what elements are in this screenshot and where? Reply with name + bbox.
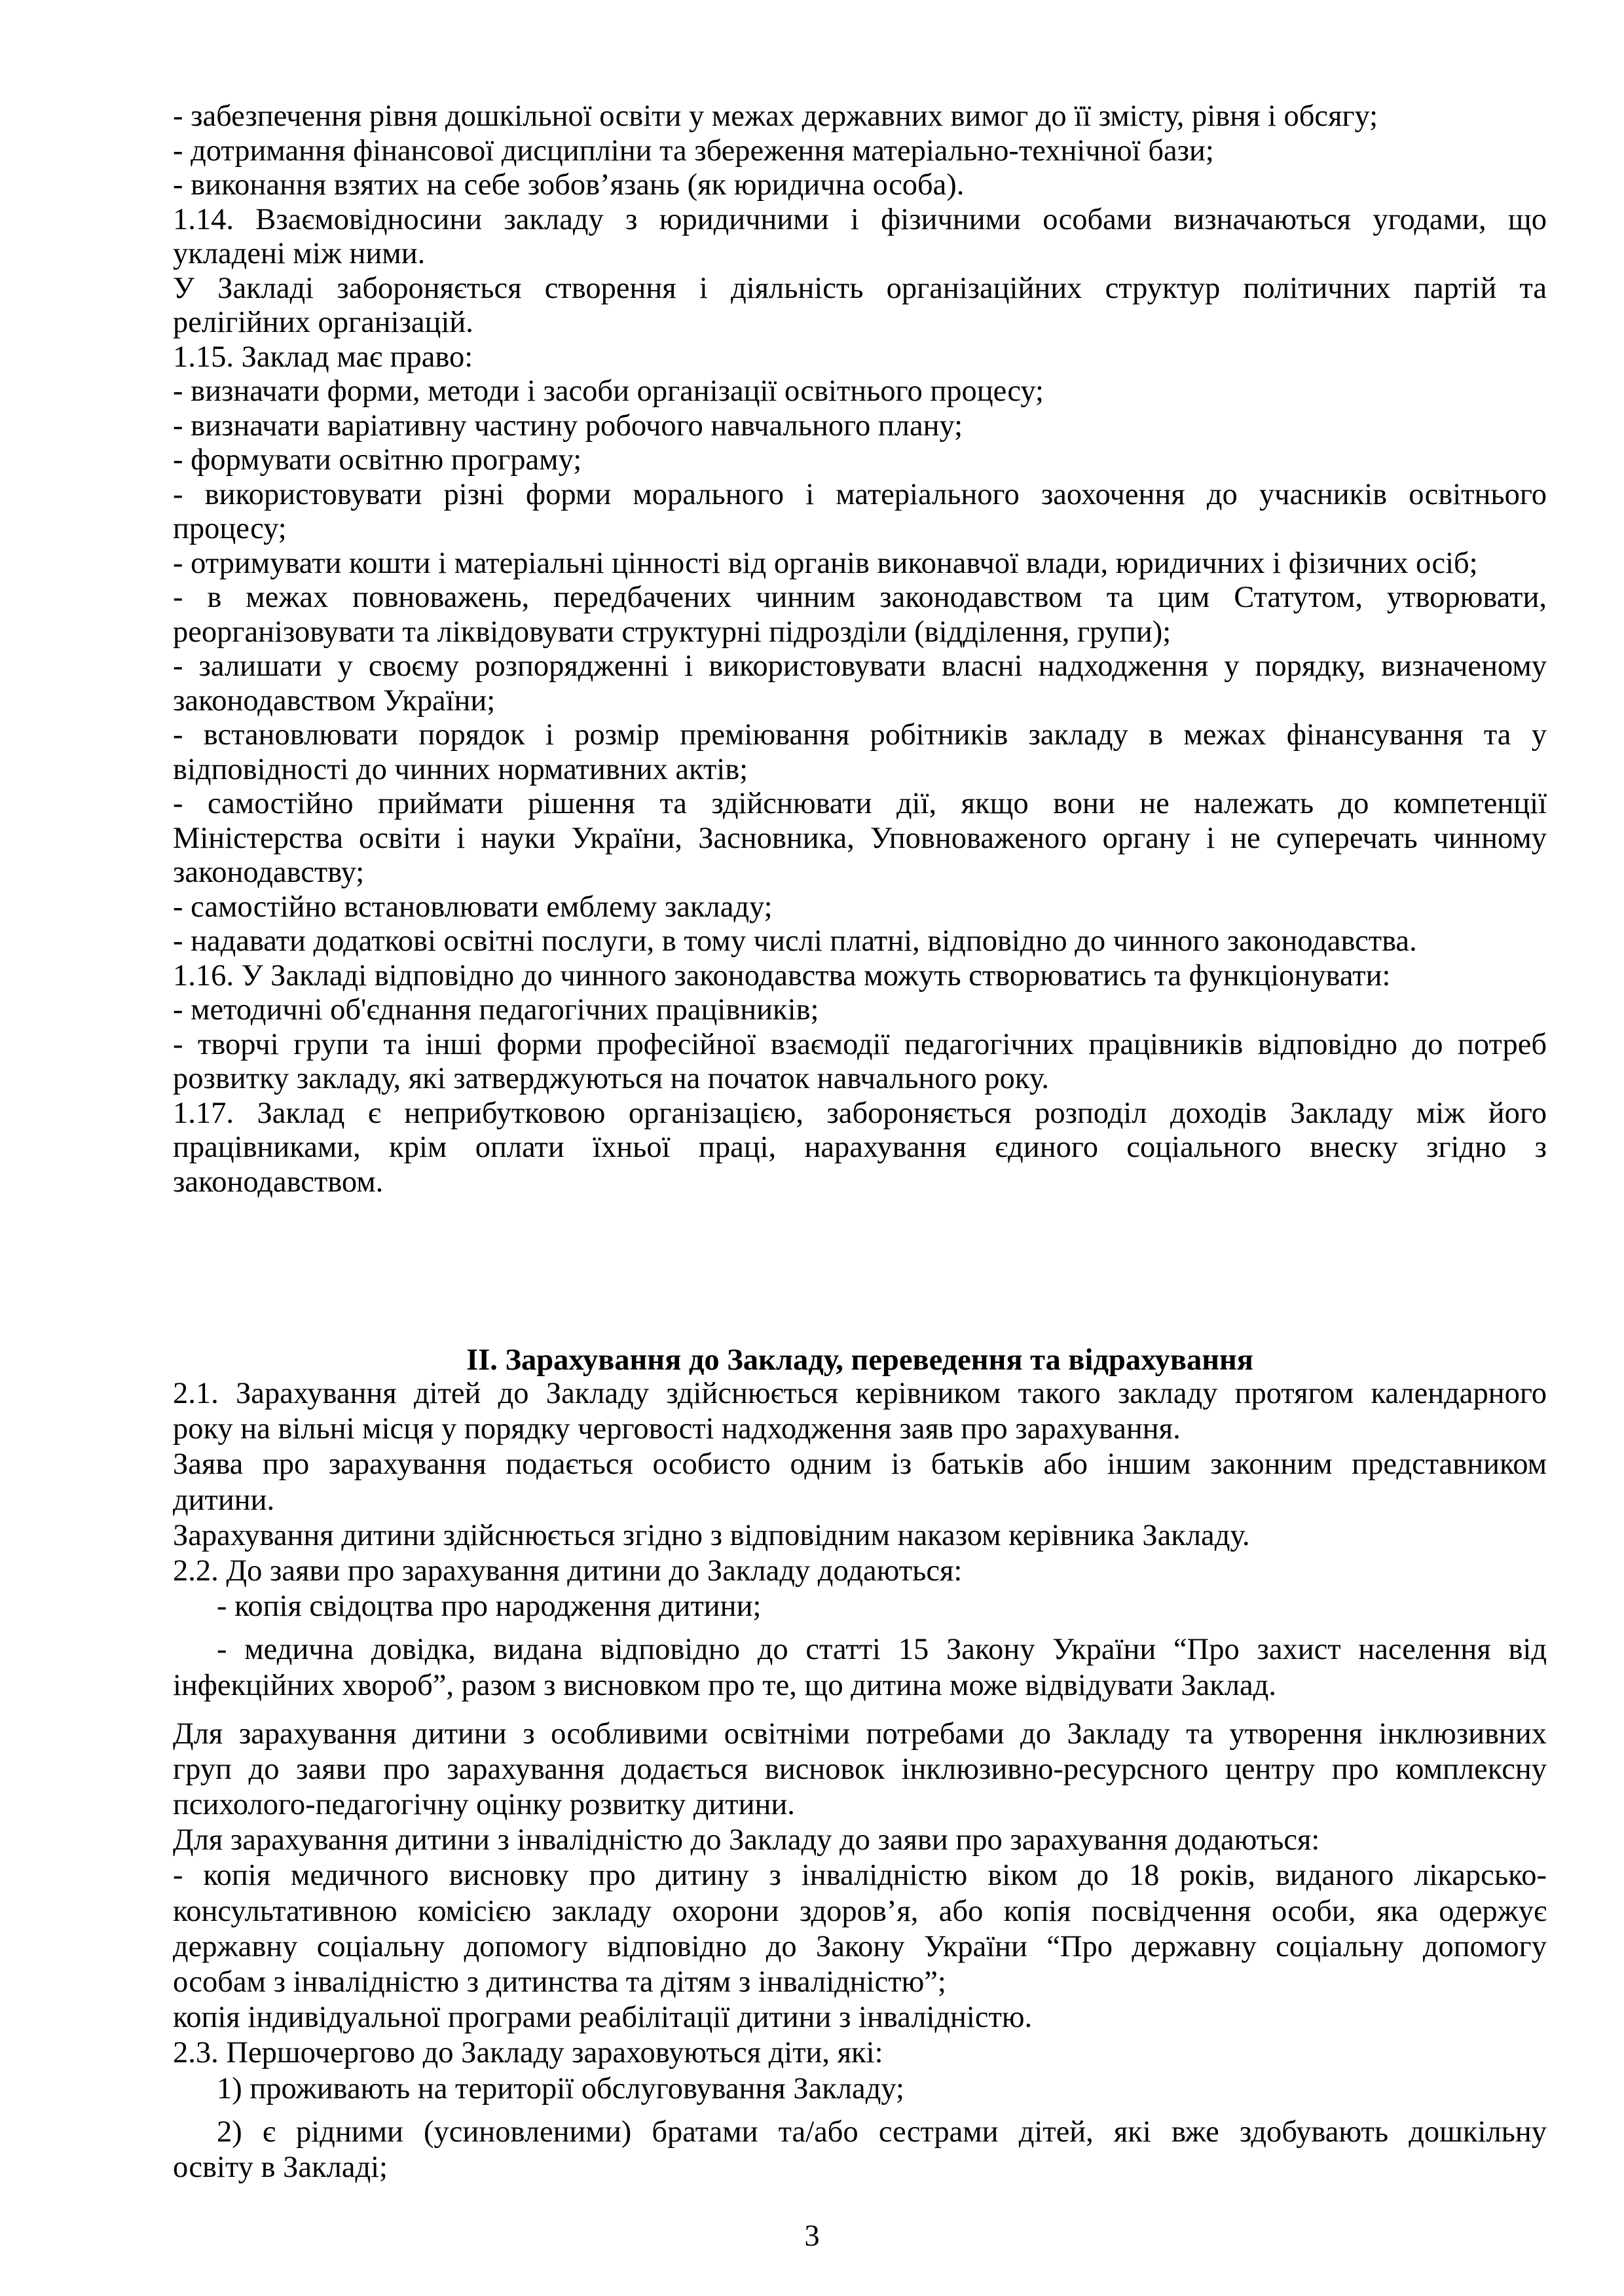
paragraph xyxy=(173,1097,1547,1200)
paragraph xyxy=(173,272,1547,340)
text-line: 1.14. Взаємовідносини закладу з юридичними і фізичними особами визначаються угодами, що xyxy=(173,202,1547,236)
text-line: - самостійно встановлювати емблему закладу; xyxy=(173,890,773,924)
paragraph xyxy=(173,1554,1547,1589)
text-line: процесу; xyxy=(173,512,287,545)
paragraph xyxy=(173,1518,1547,1554)
text-line: укладені між ними. xyxy=(173,237,426,270)
text-line: Для зарахування дитини з особливими освітніми потребами до Закладу та утворення інклюзивних xyxy=(173,1717,1547,1751)
text-line: Для зарахування дитини з інвалідністю до Закладу до заяви про зарахування додаються: xyxy=(173,1823,1320,1857)
paragraph xyxy=(173,993,1547,1028)
paragraph xyxy=(173,340,1547,375)
section-1-continued xyxy=(173,100,1547,1199)
text-line: 2.2. До заяви про зарахування дитини до Закладу додаються: xyxy=(173,1554,963,1588)
paragraph xyxy=(173,1858,1547,2000)
text-line: груп до заяви про зарахування додається висновок інклюзивно-ресурсного центру про комплексну xyxy=(173,1752,1547,1786)
text-line: - методичні об'єднання педагогічних працівників; xyxy=(173,993,819,1027)
paragraph xyxy=(173,168,1547,203)
text-line: Міністерства освіти і науки України, Засновника, Уповноваженого органу і не суперечать чинному xyxy=(173,821,1547,855)
paragraph xyxy=(173,374,1547,409)
page-number: 3 xyxy=(804,2219,820,2253)
text-line: - надавати додаткові освітні послуги, в тому числі платні, відповідно до чинного законодавства. xyxy=(173,924,1417,958)
text-line: реорганізовувати та ліквідовувати структурні підрозділи (відділення, групи); xyxy=(173,615,1172,649)
section-2-heading: ІІ. Зарахування до Закладу, переведення та відрахування xyxy=(466,1343,1253,1377)
text-line: 2) є рідними (усиновленими) братами та/або сестрами дітей, які вже здобувають дошкільну xyxy=(217,2115,1547,2149)
paragraph xyxy=(173,409,1547,444)
text-line: - формувати освітню програму; xyxy=(173,443,582,477)
text-line: особам з інвалідністю з дитинства та дітям з інвалідністю”; xyxy=(173,1965,946,1999)
text-line: 1.17. Заклад є неприбутковою організацією, забороняється розподіл доходів Закладу між його xyxy=(173,1096,1547,1130)
text-line: - самостійно приймати рішення та здійснювати дії, якщо вони не належать до компетенції xyxy=(173,787,1547,820)
text-line: 1.15. Заклад має право: xyxy=(173,340,473,374)
text-line: відповідності до чинних нормативних актів; xyxy=(173,752,748,786)
paragraph xyxy=(173,718,1547,787)
text-line: - в межах повноважень, передбачених чинним законодавством та цим Статутом, утворювати, xyxy=(173,581,1547,614)
text-line: - копія медичного висновку про дитину з інвалідністю віком до 18 років, виданого лікарсько- xyxy=(173,1859,1547,1893)
text-line: 2.1. Зарахування дітей до Закладу здійснюється керівником такого закладу протягом календарного xyxy=(173,1377,1547,1410)
paragraph xyxy=(173,100,1547,134)
text-line: дитини. xyxy=(173,1483,275,1517)
text-line: - виконання взятих на себе зобов’язань (як юридична особа). xyxy=(173,168,965,202)
paragraph xyxy=(173,581,1547,649)
paragraph xyxy=(173,1447,1547,1518)
paragraph xyxy=(173,134,1547,169)
paragraph xyxy=(173,1028,1547,1097)
paragraph xyxy=(173,2071,1547,2107)
text-line: - отримувати кошти і матеріальні цінності від органів виконавчої влади, юридичних і фізичних осіб; xyxy=(173,546,1478,580)
text-line: Зарахування дитини здійснюється згідно з відповідним наказом керівника Закладу. xyxy=(173,1518,1250,1552)
paragraph xyxy=(173,1589,1547,1624)
text-line: - творчі групи та інші форми професійної взаємодії педагогічних працівників відповідно до потреб xyxy=(173,1027,1547,1061)
paragraph xyxy=(173,890,1547,925)
text-line: освіту в Закладі; xyxy=(173,2150,388,2184)
text-line: - копія свідоцтва про народження дитини; xyxy=(217,1590,762,1624)
paragraph xyxy=(173,1632,1547,1703)
text-line: - медична довідка, видана відповідно до статті 15 Закону України “Про захист населення від xyxy=(217,1633,1547,1667)
text-line: Заява про зарахування подається особисто одним із батьків або іншим законним представником xyxy=(173,1448,1547,1482)
paragraph xyxy=(173,959,1547,994)
paragraph xyxy=(173,1717,1547,1823)
paragraph xyxy=(173,1823,1547,1858)
text-line: законодавству; xyxy=(173,856,365,889)
text-line: 1.16. У Закладі відповідно до чинного законодавства можуть створюватись та функціонувати: xyxy=(173,958,1391,993)
paragraph xyxy=(173,478,1547,547)
paragraph xyxy=(173,1376,1547,1447)
text-line: законодавством України; xyxy=(173,683,496,718)
text-line: консультативною комісією закладу охорони здоров’я, або копія посвідчення особи, яка одержує xyxy=(173,1894,1547,1928)
section-2-body xyxy=(173,1376,1547,2185)
paragraph xyxy=(173,2115,1547,2185)
text-line: - забезпечення рівня дошкільної освіти у межах державних вимог до її змісту, рівня і обсягу; xyxy=(173,100,1378,133)
text-line: - визначати варіативну частину робочого навчального плану; xyxy=(173,409,963,443)
text-line: працівниками, крім оплати їхньої праці, нарахування єдиного соціального внеску згідно з xyxy=(173,1131,1547,1164)
text-line: - визначати форми, методи і засоби організації освітнього процесу; xyxy=(173,374,1044,408)
text-line: психолого-педагогічну оцінку розвитку дитини. xyxy=(173,1788,795,1822)
paragraph xyxy=(173,203,1547,272)
text-line: року на вільні місця у порядку черговості надходження заяв про зарахування. xyxy=(173,1412,1181,1446)
text-line: У Закладі забороняється створення і діяльність організаційних структур політичних партій та xyxy=(173,271,1547,305)
paragraph xyxy=(173,443,1547,478)
text-line: - використовувати різні форми морального і матеріального заохочення до учасників освітнього xyxy=(173,477,1547,511)
paragraph xyxy=(173,547,1547,581)
paragraph xyxy=(173,924,1547,959)
text-line: державну соціальну допомогу відповідно до Закону України “Про державну соціальну допомогу xyxy=(173,1929,1547,1963)
text-line: інфекційних хвороб”, разом з висновком про те, що дитина може відвідувати Заклад. xyxy=(173,1668,1276,1702)
text-line: розвитку закладу, які затверджуються на початок навчального року. xyxy=(173,1062,1049,1095)
text-line: копія індивідуальної програми реабілітації дитини з інвалідністю. xyxy=(173,2001,1033,2035)
paragraph xyxy=(173,787,1547,890)
text-line: 1) проживають на території обслуговування Закладу; xyxy=(217,2071,904,2105)
text-line: 2.3. Першочергово до Закладу зараховуються діти, які: xyxy=(173,2036,883,2070)
text-line: - встановлювати порядок і розмір преміювання робітників закладу в межах фінансування та у xyxy=(173,718,1547,752)
paragraph xyxy=(173,2035,1547,2071)
text-line: - залишати у своєму розпорядженні і використовувати власні надходження у порядку, визначеному xyxy=(173,649,1547,683)
text-line: законодавством. xyxy=(173,1165,384,1199)
text-line: релігійних організацій. xyxy=(173,306,473,339)
paragraph xyxy=(173,649,1547,718)
text-line: - дотримання фінансової дисципліни та збереження матеріально-технічної бази; xyxy=(173,134,1214,168)
paragraph xyxy=(173,2000,1547,2035)
